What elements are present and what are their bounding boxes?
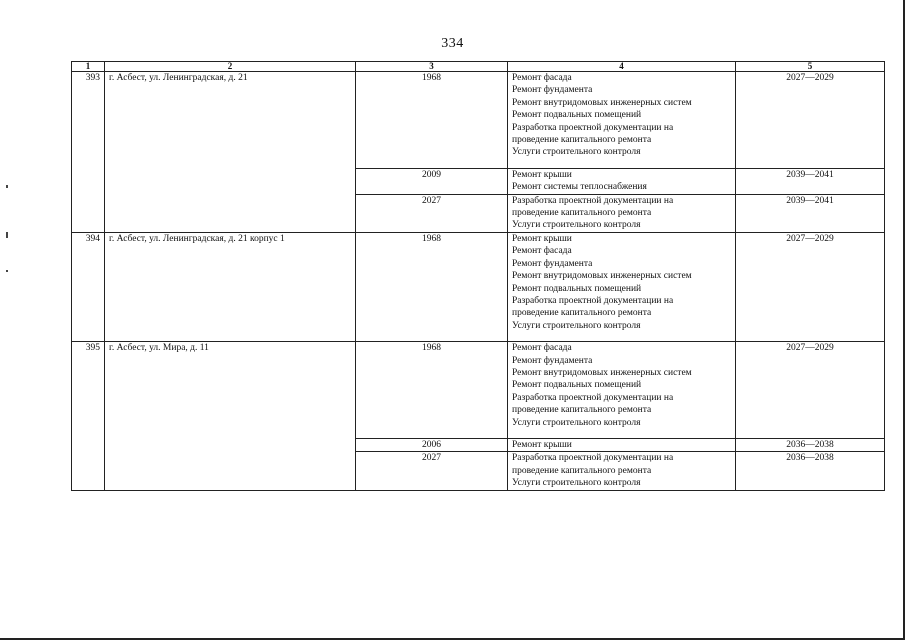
- work-item: Услуги строительного контроля: [512, 417, 641, 428]
- work-item: проведение капитального ремонта: [512, 135, 652, 146]
- work-item: Разработка проектной документации на: [512, 122, 674, 133]
- works-cell: [508, 232, 736, 341]
- year-cell: 2027: [356, 452, 508, 490]
- year-cell: 2009: [356, 168, 508, 194]
- table-row: [72, 232, 885, 341]
- record-number: 394: [72, 232, 105, 341]
- period-cell: 2039—2041: [736, 168, 885, 194]
- work-item: Разработка проектной документации на: [512, 195, 674, 206]
- works-cell: [508, 72, 736, 169]
- work-item: Разработка проектной документации на: [512, 453, 674, 464]
- work-item: Ремонт фасада: [512, 73, 572, 83]
- year-cell: 1968: [356, 232, 508, 341]
- column-header-1: 1: [72, 62, 105, 72]
- works-cell: [508, 452, 736, 490]
- work-item: Ремонт крыши: [512, 439, 572, 450]
- works-cell: [508, 168, 736, 194]
- work-item: Услуги строительного контроля: [512, 478, 641, 489]
- record-number: 395: [72, 342, 105, 490]
- period-cell: 2036—2038: [736, 452, 885, 490]
- work-item: Ремонт фасада: [512, 343, 572, 354]
- table-row: [72, 342, 885, 439]
- work-item: Ремонт фундамента: [512, 258, 593, 269]
- period-cell: 2027—2029: [736, 342, 885, 439]
- scan-margin-mark: [6, 270, 8, 272]
- works-cell: [508, 438, 736, 451]
- work-item: Услуги строительного контроля: [512, 320, 641, 331]
- period-cell: 2027—2029: [736, 232, 885, 341]
- capital-repair-table: [71, 61, 885, 491]
- work-item: Ремонт внутридомовых инженерных систем: [512, 271, 692, 282]
- work-item: проведение капитального ремонта: [512, 465, 652, 476]
- work-item: Ремонт крыши: [512, 169, 572, 180]
- period-cell: 2036—2038: [736, 438, 885, 451]
- column-header-2: 2: [105, 62, 356, 72]
- work-item: Ремонт подвальных помещений: [512, 110, 642, 121]
- works-cell: [508, 194, 736, 232]
- work-item: Ремонт фасада: [512, 246, 572, 257]
- works-cell: [508, 342, 736, 439]
- year-cell: 1968: [356, 342, 508, 439]
- work-item: проведение капитального ремонта: [512, 308, 652, 319]
- table-row: [72, 72, 885, 169]
- work-item: Ремонт внутридомовых инженерных систем: [512, 367, 692, 378]
- work-item: Ремонт системы теплоснабжения: [512, 182, 647, 193]
- scan-margin-mark: [6, 232, 8, 238]
- record-address: г. Асбест, ул. Ленинградская, д. 21 корпус 1: [105, 232, 356, 341]
- year-cell: 2006: [356, 438, 508, 451]
- work-item: Ремонт подвальных помещений: [512, 283, 642, 294]
- record-address: г. Асбест, ул. Ленинградская, д. 21: [105, 72, 356, 233]
- year-cell: 2027: [356, 194, 508, 232]
- record-address: г. Асбест, ул. Мира, д. 11: [105, 342, 356, 490]
- work-item: Разработка проектной документации на: [512, 392, 674, 403]
- record-number: 393: [72, 72, 105, 233]
- column-header-4: 4: [508, 62, 736, 72]
- work-item: проведение капитального ремонта: [512, 405, 652, 416]
- scan-margin-mark: [6, 185, 8, 188]
- work-item: Разработка проектной документации на: [512, 295, 674, 306]
- table-body: [72, 72, 885, 491]
- page-number: 334: [441, 36, 464, 51]
- column-header-3: 3: [356, 62, 508, 72]
- work-item: Ремонт крыши: [512, 233, 572, 244]
- work-item: Ремонт внутридомовых инженерных систем: [512, 97, 692, 108]
- period-cell: 2027—2029: [736, 72, 885, 169]
- work-item: Ремонт фундамента: [512, 85, 593, 96]
- period-cell: 2039—2041: [736, 194, 885, 232]
- work-item: Услуги строительного контроля: [512, 220, 641, 231]
- work-item: проведение капитального ремонта: [512, 208, 652, 219]
- work-item: Ремонт фундамента: [512, 355, 593, 366]
- work-item: Услуги строительного контроля: [512, 147, 641, 158]
- header-row: [72, 62, 885, 72]
- work-item: Ремонт подвальных помещений: [512, 380, 642, 391]
- year-cell: 1968: [356, 72, 508, 169]
- column-header-5: 5: [736, 62, 885, 72]
